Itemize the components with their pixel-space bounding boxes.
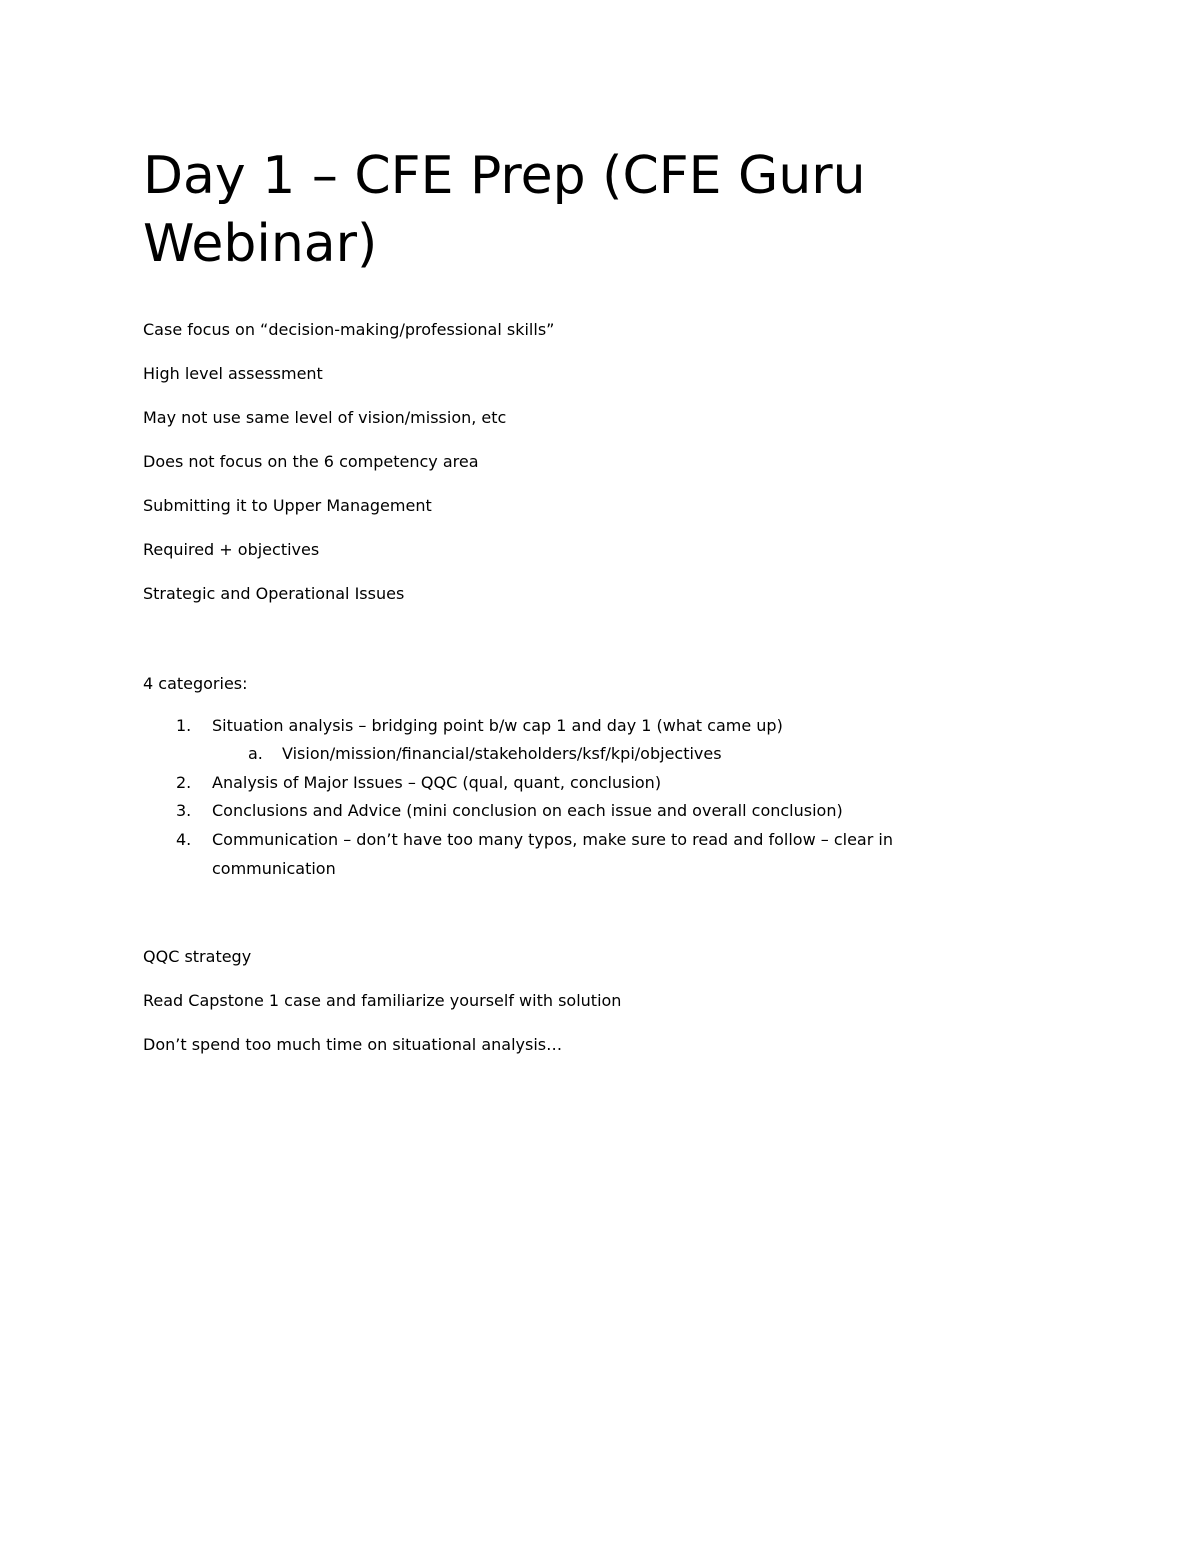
note-line: QQC strategy [143, 947, 252, 966]
list-number: 1. [176, 716, 192, 735]
list-item [176, 801, 972, 825]
list-text: Conclusions and Advice (mini conclusion on each issue and overall conclusion) [212, 801, 843, 820]
note-line: Strategic and Operational Issues [143, 584, 405, 603]
list-number: a. [248, 744, 263, 763]
list-item [176, 830, 982, 883]
categories-heading: 4 categories: [143, 674, 248, 693]
list-item [176, 716, 972, 740]
list-number: 4. [176, 830, 192, 849]
note-line: May not use same level of vision/mission, etc [143, 408, 507, 427]
note-line: Submitting it to Upper Management [143, 496, 432, 515]
list-number: 2. [176, 773, 192, 792]
list-text: Situation analysis – bridging point b/w cap 1 and day 1 (what came up) [212, 716, 783, 735]
document-title: Day 1 – CFE Prep (CFE Guru Webinar) [143, 146, 866, 274]
list-item [176, 773, 972, 797]
list-text: Vision/mission/financial/stakeholders/ksf/kpi/objectives [282, 744, 722, 763]
list-number: 3. [176, 801, 192, 820]
note-line: Read Capstone 1 case and familiarize yourself with solution [143, 991, 622, 1010]
list-text: Analysis of Major Issues – QQC (qual, quant, conclusion) [212, 773, 662, 792]
sub-list-item [248, 744, 722, 764]
note-line: Case focus on “decision-making/professional skills” [143, 320, 555, 339]
note-line: Don’t spend too much time on situational analysis… [143, 1035, 563, 1054]
list-text: Communication – don’t have too many typos, make sure to read and follow – clear in communication [212, 830, 893, 878]
note-line: Required + objectives [143, 540, 320, 559]
note-line: High level assessment [143, 364, 323, 383]
note-line: Does not focus on the 6 competency area [143, 452, 479, 471]
